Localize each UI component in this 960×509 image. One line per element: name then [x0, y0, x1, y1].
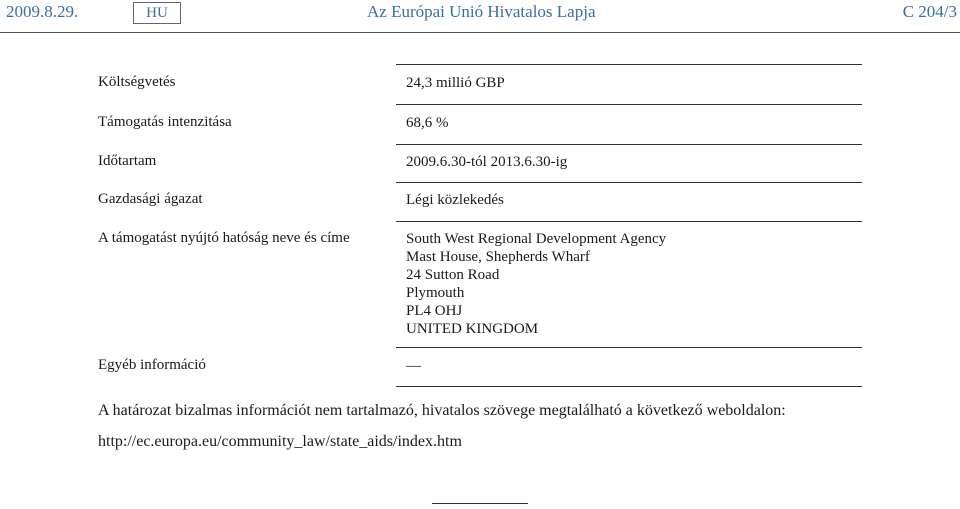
row-rule — [396, 386, 862, 387]
row-rule — [396, 104, 862, 105]
row-label: Költségvetés — [98, 74, 176, 90]
row-label: A támogatást nyújtó hatóság neve és címe — [98, 230, 350, 246]
address-line: Mast House, Shepherds Wharf — [406, 249, 590, 265]
address-line: UNITED KINGDOM — [406, 321, 539, 337]
row-value: Légi közlekedés — [406, 192, 504, 208]
row-value: 24,3 millió GBP — [406, 75, 505, 91]
address-line: Plymouth — [406, 285, 465, 301]
row-value: 68,6 % — [406, 115, 449, 131]
page-header — [0, 0, 960, 33]
row-rule — [396, 182, 862, 183]
row-rule — [396, 347, 862, 348]
page-reference: C 204/3 — [902, 2, 957, 21]
language-code-box: HU — [133, 2, 181, 24]
address-line: South West Regional Development Agency — [406, 231, 667, 247]
row-label: Gazdasági ágazat — [98, 191, 203, 207]
footer-text-line: A határozat bizalmas információt nem tartalmazó, hivatalos szövege megtalálható a következő weboldalon: — [98, 402, 786, 419]
footer-url: http://ec.europa.eu/community_law/state_aids/index.htm — [98, 433, 462, 450]
bottom-divider — [432, 503, 528, 504]
row-value: — — [406, 358, 421, 374]
row-rule — [396, 144, 862, 145]
table-top-rule — [396, 64, 862, 65]
header-rule — [0, 32, 960, 33]
journal-title: Az Európai Unió Hivatalos Lapja — [367, 2, 596, 21]
authority-address — [406, 230, 666, 338]
row-label: Időtartam — [98, 153, 157, 169]
row-label: Egyéb információ — [98, 357, 206, 373]
address-line: 24 Sutton Road — [406, 267, 500, 283]
header-date: 2009.8.29. — [6, 2, 79, 21]
address-line: PL4 OHJ — [406, 303, 463, 319]
row-rule — [396, 221, 862, 222]
row-value: 2009.6.30-tól 2013.6.30-ig — [406, 154, 568, 170]
row-label: Támogatás intenzitása — [98, 114, 232, 130]
